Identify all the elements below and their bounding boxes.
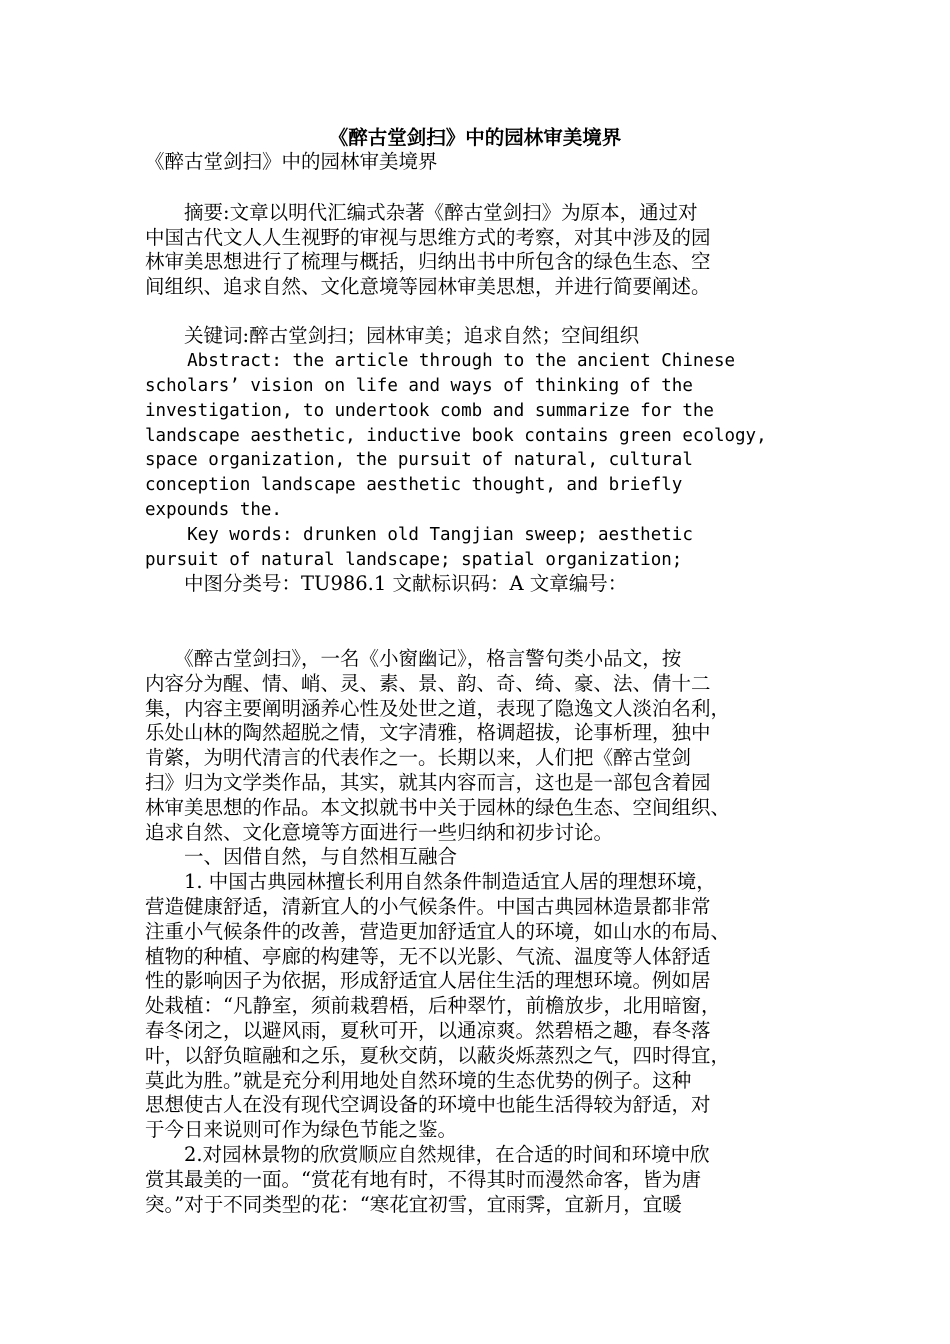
section1-p1-line: 叶，以舒负暄融和之乐，夏秋交荫，以蔽炎烁蒸烈之气，四时得宜，: [145, 1043, 731, 1067]
section1-p1-line: 注重小气候条件的改善，营造更加舒适宜人的环境，如山水的布局、: [145, 919, 731, 943]
keywords-cn-line: 关键词:醉古堂剑扫；园林审美；追求自然；空间组织: [145, 324, 640, 347]
section1-p1-line: 1. 中国古典园林擅长利用自然条件制造适宜人居的理想环境，: [145, 870, 716, 894]
section-heading: 一、因借自然，与自然相互融合: [145, 845, 458, 869]
section1-p1-line: 莫此为胜。”就是充分利用地处自然环境的生态优势的例子。这种: [145, 1068, 692, 1092]
keywords-en-line: pursuit of natural landscape; spatial organization;: [145, 549, 683, 570]
intro-line: 乐处山林的陶然超脱之情，文字清雅，格调超拔，论事析理，独中: [145, 721, 711, 745]
intro-line: 集，内容主要阐明涵养心性及处世之道，表现了隐逸文人淡泊名利，: [145, 696, 731, 720]
intro-line: 《醉古堂剑扫》，一名《小窗幽记》，格言警句类小品文，按: [145, 647, 682, 670]
section1-p1-line: 植物的种植、亭廊的构建等，无不以光影、气流、温度等人体舒适: [145, 944, 711, 968]
section1-p2-line: 2.对园林景物的欣赏顺应自然规律，在合适的时间和环境中欣: [145, 1142, 710, 1166]
abstract-en: [145, 349, 805, 573]
intro-line: 追求自然、文化意境等方面进行一些归纳和初步讨论。: [145, 820, 614, 844]
abstract-en-line: conception landscape aesthetic thought, and briefly: [145, 475, 683, 496]
intro-paragraph: [145, 647, 805, 1217]
intro-line: 扫》归为文学类作品，其实，就其内容而言，这也是一部包含着园: [145, 770, 711, 794]
section1-p1-line: 春冬闭之，以避风雨，夏秋可开，以通凉爽。然碧梧之趣，春冬落: [145, 1018, 711, 1042]
classification-line: 中图分类号：TU986.1 文献标识码：A 文章编号：: [145, 572, 628, 595]
page-title: 《醉古堂剑扫》中的园林审美境界: [328, 126, 622, 149]
classification: [145, 572, 805, 597]
keywords-en-line: Key words: drunken old Tangjian sweep; aesthetic: [145, 524, 693, 545]
section1-p1-line: 性的影响因子为依据，形成舒适宜人居住生活的理想环境。例如居: [145, 969, 711, 993]
section1-p2-line: 突。”对于不同类型的花：“寒花宜初雪，宜雨霁，宜新月，宜暖: [145, 1192, 682, 1216]
abstract-en-line: landscape aesthetic, inductive book contains green ecology,: [145, 425, 767, 446]
section1-p2-line: 赏其最美的一面。“赏花有地有时，不得其时而漫然命客，皆为唐: [145, 1167, 701, 1191]
intro-line: 林审美思想的作品。本文拟就书中关于园林的绿色生态、空间组织、: [145, 795, 731, 819]
keywords-cn: [145, 324, 805, 349]
page-subtitle: 《醉古堂剑扫》中的园林审美境界: [145, 150, 438, 173]
abstract-en-line: scholars’ vision on life and ways of thinking of the: [145, 375, 693, 396]
abstract-cn: [145, 201, 805, 300]
abstract-cn-line: 林审美思想进行了梳理与概括，归纳出书中所包含的绿色生态、空: [145, 250, 711, 274]
abstract-en-line: space organization, the pursuit of natural, cultural: [145, 450, 693, 471]
abstract-cn-line: 间组织、追求自然、文化意境等园林审美思想，并进行简要阐述。: [145, 275, 711, 299]
section1-p1-line: 营造健康舒适，清新宜人的小气候条件。中国古典园林造景都非常: [145, 894, 711, 918]
section1-p1-line: 于今日来说则可作为绿色节能之鉴。: [145, 1118, 458, 1142]
abstract-cn-line: 中国古代文人人生视野的审视与思维方式的考察，对其中涉及的园: [145, 225, 711, 249]
section1-p1-line: 处栽植：“凡静室，须前栽碧梧，后种翠竹，前檐放步，北用暗窗，: [145, 994, 721, 1018]
section1-p1-line: 思想使古人在没有现代空调设备的环境中也能生活得较为舒适，对: [145, 1093, 711, 1117]
intro-line: 内容分为醒、情、峭、灵、素、景、韵、奇、绮、豪、法、倩十二: [145, 671, 711, 695]
abstract-cn-line: 摘要:文章以明代汇编式杂著《醉古堂剑扫》为原本，通过对: [145, 201, 698, 224]
abstract-en-line: expounds the.: [145, 500, 282, 521]
abstract-en-line: investigation, to undertook comb and summarize for the: [145, 400, 714, 421]
abstract-en-line: Abstract: the article through to the ancient Chinese: [145, 351, 736, 371]
intro-line: 肯綮，为明代清言的代表作之一。长期以来，人们把《醉古堂剑: [145, 746, 692, 770]
